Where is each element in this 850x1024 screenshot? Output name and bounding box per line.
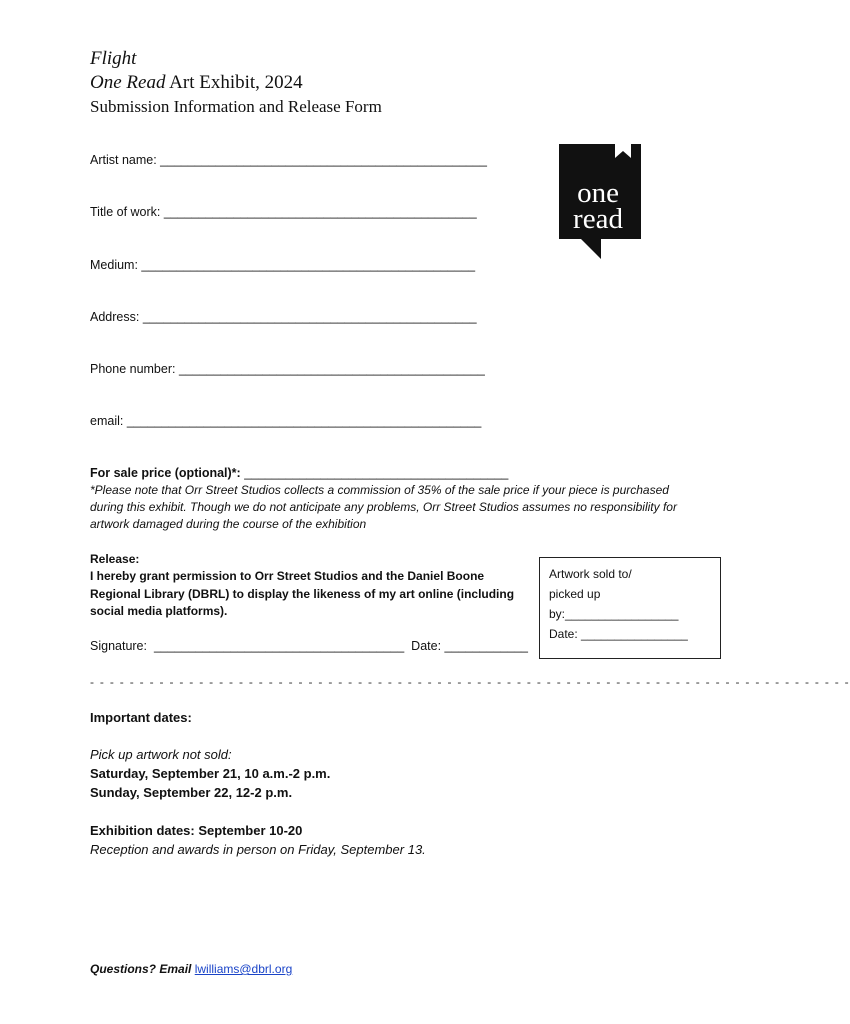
signature-date-line[interactable]: ____________ (444, 639, 528, 653)
artist-name-label: Artist name: (90, 153, 157, 167)
address-line[interactable]: ________________________________________________ (142, 310, 477, 324)
logo-word-read: read (573, 203, 623, 235)
signature-field[interactable] (90, 639, 528, 653)
title-of-work-line[interactable]: _____________________________________________ (163, 205, 477, 219)
contact-email-link[interactable]: lwilliams@dbrl.org (194, 962, 293, 976)
sold-box-line-1: Artwork sold to/ (549, 567, 632, 581)
form-subtitle: Submission Information and Release Form (90, 97, 382, 116)
form-title-exhibit (90, 72, 303, 94)
phone-number-field[interactable] (90, 362, 485, 376)
sale-price-label: For sale price (optional)*: (90, 466, 241, 480)
form-title-flight: Flight (90, 48, 137, 69)
address-field[interactable] (90, 310, 477, 324)
cut-line-divider: - - - - - - - - - - - - - - - - - - - - - - - - - - - - - - - - - - - - - - - - - - - - - - - - - - - - - - - - - - - - - - - - - - - - - - - - - - - - - (90, 675, 850, 689)
exhibition-dates: Exhibition dates: September 10-20 (90, 823, 303, 838)
sold-box-by-field[interactable]: by:_________________ (549, 607, 679, 621)
questions-footer (90, 962, 292, 976)
signature-date-label: Date: (411, 639, 442, 653)
phone-number-label: Phone number: (90, 362, 176, 376)
medium-label: Medium: (90, 258, 138, 272)
address-label: Address: (90, 310, 140, 324)
signature-label: Signature: (90, 639, 147, 653)
phone-number-line[interactable]: ____________________________________________ (178, 362, 485, 376)
pickup-sunday: Sunday, September 22, 12-2 p.m. (90, 785, 293, 800)
artist-name-line[interactable]: _______________________________________________ (160, 153, 487, 167)
reception-info: Reception and awards in person on Friday, September 13. (90, 842, 426, 857)
email-line[interactable]: ___________________________________________________ (126, 414, 482, 428)
logo-word-one: one (577, 177, 619, 209)
release-heading: Release: (90, 552, 140, 566)
sold-box-line-2: picked up (549, 587, 601, 601)
important-dates-heading: Important dates: (90, 710, 192, 725)
commission-note: *Please note that Orr Street Studios collects a commission of 35% of the sale price if your piece is purchased during this exhibit. Though we do not anticipate any problems, Orr Street Studios assumes no responsibility for artwork damaged during the course of the exhibition (90, 483, 677, 531)
exhibit-name-italic: One Read (90, 72, 166, 93)
sale-price-field[interactable] (90, 466, 508, 480)
pickup-saturday: Saturday, September 21, 10 a.m.-2 p.m. (90, 766, 331, 781)
pickup-label: Pick up artwork not sold: (90, 747, 232, 762)
release-text: I hereby grant permission to Orr Street Studios and the Daniel Boone Regional Library (DBRL) to display the likeness of my art online (including social media platforms). (90, 569, 515, 618)
one-read-logo (557, 144, 643, 260)
artist-name-field[interactable] (90, 153, 487, 167)
medium-line[interactable]: ________________________________________________ (141, 258, 476, 272)
artwork-sold-box (539, 557, 721, 659)
sold-box-date-field[interactable]: Date: ________________ (549, 627, 688, 641)
title-of-work-label: Title of work: (90, 205, 161, 219)
email-field[interactable] (90, 414, 481, 428)
email-label: email: (90, 414, 124, 428)
sale-price-line[interactable]: ______________________________________ (244, 466, 509, 480)
signature-line[interactable]: ____________________________________ (153, 639, 405, 653)
title-of-work-field[interactable] (90, 205, 477, 219)
questions-label: Questions? Email (90, 962, 192, 976)
exhibit-name-rest: Art Exhibit, 2024 (165, 72, 303, 93)
medium-field[interactable] (90, 258, 475, 272)
